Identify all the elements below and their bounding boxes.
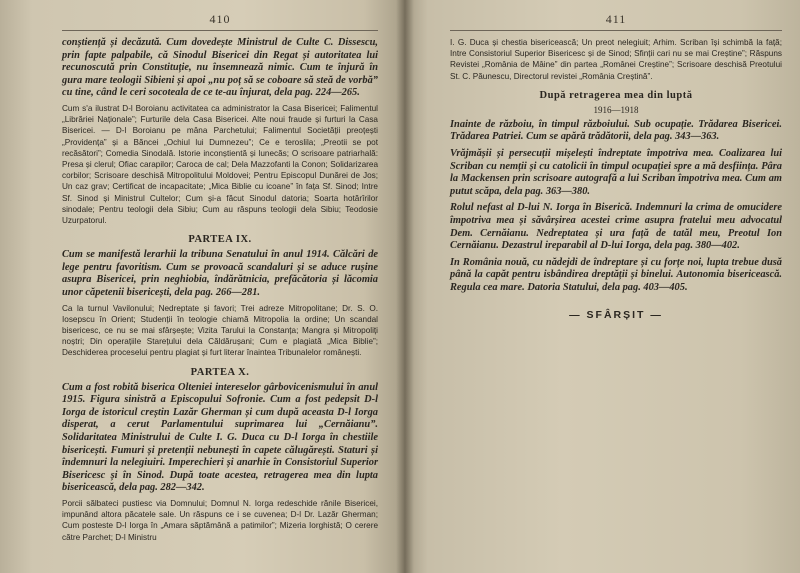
details-part-10-continued: I. G. Duca și chestia bisericească; Un preot nelegiuit; Arhim. Scriban își schimbă la față; Intre Consistoriul Superior Bisericesc și de Sinod; Sfinții cari nu se mai Creștine”; Răspuns Revistei „România de Mâine” din partea „Românei Creștine”; Scrisoare deschisă Preotului St. C. Păunescu, Directorul revistei „România Creștină”. <box>450 38 782 81</box>
part-10-title: PARTEA X. <box>190 366 250 378</box>
toc-entry <box>450 202 782 252</box>
part-9-details: Ca la turnul Vavilonului; Nedreptate și favori; Trei adreze Mitropolitane; Dr. S. O. Iosepscu în Orient; Studenții în teologie chiamă Mitropolia la ordine; Un scandal bisericesc, ce nu se mai sfârșește; Vizita Tarului la Constanța; Mangra și Mitropoliți noștri; Din operațiile Starețului dela Căldărușani; Cum e plagiată „Mica Biblie”; Deschiderea proceselui pentru plagiat și furt literar înaintea Tribunalelor românești. <box>62 303 378 358</box>
toc-entry-text: Rolul nefast al D-lui N. Iorga în Biserică. Indemnuri la crima de omucidere împotriva mea și săvârșirea acestei crime asupra fratelui meu advocatul Dem. Cernăianu. Nedreptatea și ura față de tatăl meu, Preotul Ion Cernăianu. Dezastrul ireparabil al D-lui Iorga, dela pag. 380—402. <box>450 202 782 252</box>
right-page <box>404 0 800 573</box>
page-number-right: 411 <box>450 12 782 31</box>
section-years: 1916—1918 <box>593 104 639 115</box>
toc-entry-text: Vrăjmășii și persecuții mișelești îndreptate împotriva mea. Coalizarea lui Scriban cu nemții și cu catolicii în timpul ocupației spre a mă desființa. Pâra la Mackensen prin scrisoare autografă a lui Scriban împotriva mea. Cum am putut scăpa, dela pag. 363—380. <box>450 148 782 197</box>
part-9-title: PARTEA IX. <box>188 234 252 246</box>
part-10-details: Porcii sălbateci pustiesc via Domnului; Domnul N. Iorga redeschide rănile Bisericei, impunând altora păcatele sale. Un răspuns ce i se cuvenea; D-l Dr. Lazăr Gherman; Cum posteste D-l Iorga în „Amara săptămână a patimilor”; Mizeria Iorghistă; O cerere către Parchet; D-l Ministru <box>62 498 378 542</box>
part-10-summary: Cum a fost robită biserica Olteniei intereselor gârbovicenismului în anul 1915. Figura sinistră a Episcopului Sofronie. Cum a fost pedepsit D-l Iorga de istoricul creștin Lazăr Gherman și cum după aceasta D-l Iorga disperat, a cerut Parlamentului suprimarea lui „Cernăianu”. Solidaritatea Ministrului de Culte I. G. Duca cu D-l Iorga în chestiile bisericești. Fumuri și pretenții nebunești în capete călugărești. Staturi și îndemnuri la nelegiuiri. Imperechieri și anarhie în Consistoriul Superior Bisericesc și în Sinod. După toate acestea, retragerea mea din lupta bisericească, dela pag. 282—342. <box>62 381 378 494</box>
toc-entry-text: In România nouă, cu nădejdi de îndreptare și cu forțe noi, lupta trebue dusă până la capăt pentru isbândirea dreptății și binelui. Autonomia bisericească. Regula cea mare. Datoria Statului, dela pag. 403—405. <box>450 256 782 293</box>
book-gutter <box>396 0 414 573</box>
page-number-left: 410 <box>62 12 378 31</box>
toc-entry <box>450 257 782 295</box>
intro-summary: conștiență și decăzută. Cum dovedește Ministrul de Culte C. Dissescu, prin fapte palpabile, că Sinodul Bisericei din Regat și autoritatea lui recunoscută prin Constituție, nu însemnează nimic. Cum te înjură în gura mare teologii Sibieni și apoi „nu poț să se coboare să steă de vorbă” cu tine, când le ceri socoteala de ce te-au înjurat, dela pag. 224—265. <box>62 37 378 99</box>
toc-entry-text: Inainte de războiu, în timpul războiului. Sub ocupație. Trădarea Bisericei. Trădarea Patriei. Cum se apără trădătorii, dela pag. 343—363. <box>450 118 782 143</box>
toc-entry <box>450 148 782 198</box>
details-part-8: Cum s'a ilustrat D-l Boroianu activitatea ca administrator la Casa Bisericei; Falimentul „Librăriei Naționale”; Furturile dela Casa Bisericei. Alte noui fraude și furturi la Casa Bisericei. — D-l Boroianu pe mâna Parchetului; Falimentul Societății preoțești „Providența” și a Băncei „Ochiul lui Dumnezeu”; Ce e teroslila; „Preotii se pot recăsători”; Comedia Sinodală. Istorie inconștientă și lunecăs; O scrisoare patriarhală: Presa și clerul; Ofiac carapilor; Caroca de cal; Dela Mazzofanti la Conon; Solidarizarea corbilor; Scrisoare deschisă Mitropolitului Moldovei; Pentru Episcopul Dunărei de Jos; Un caz grav; Certificat de incapacitate; „Mica Biblie cu icoane” în fața Sf. Sinod; Intre Sf. Sinod și Ministrul Cultelor; Cum și-a făcut Sinodul datoria; Soarta hotărîrilor sinodale; Pentru teologii dela Sibiu; Cum au răspuns teologii dela Sibiu; Teodosie Uzurpatorul. <box>62 103 378 225</box>
end-mark: — SFÂRȘIT — <box>569 308 663 321</box>
toc-entry <box>450 119 782 144</box>
section-title-after-retreat: După retragerea mea din luptă <box>539 89 693 101</box>
part-9-summary: Cum se manifestă lerarhii la tribuna Senatului în anul 1914. Călcări de lege pentru favoritism. Cum se provoacă scandaluri și se aduce rușine asupra Bisericei, prin neghiobia, îndărătnicia, prefăcătoria și lăcomia unor căpetenii bisericești, dela pag. 266—281. <box>62 249 378 298</box>
